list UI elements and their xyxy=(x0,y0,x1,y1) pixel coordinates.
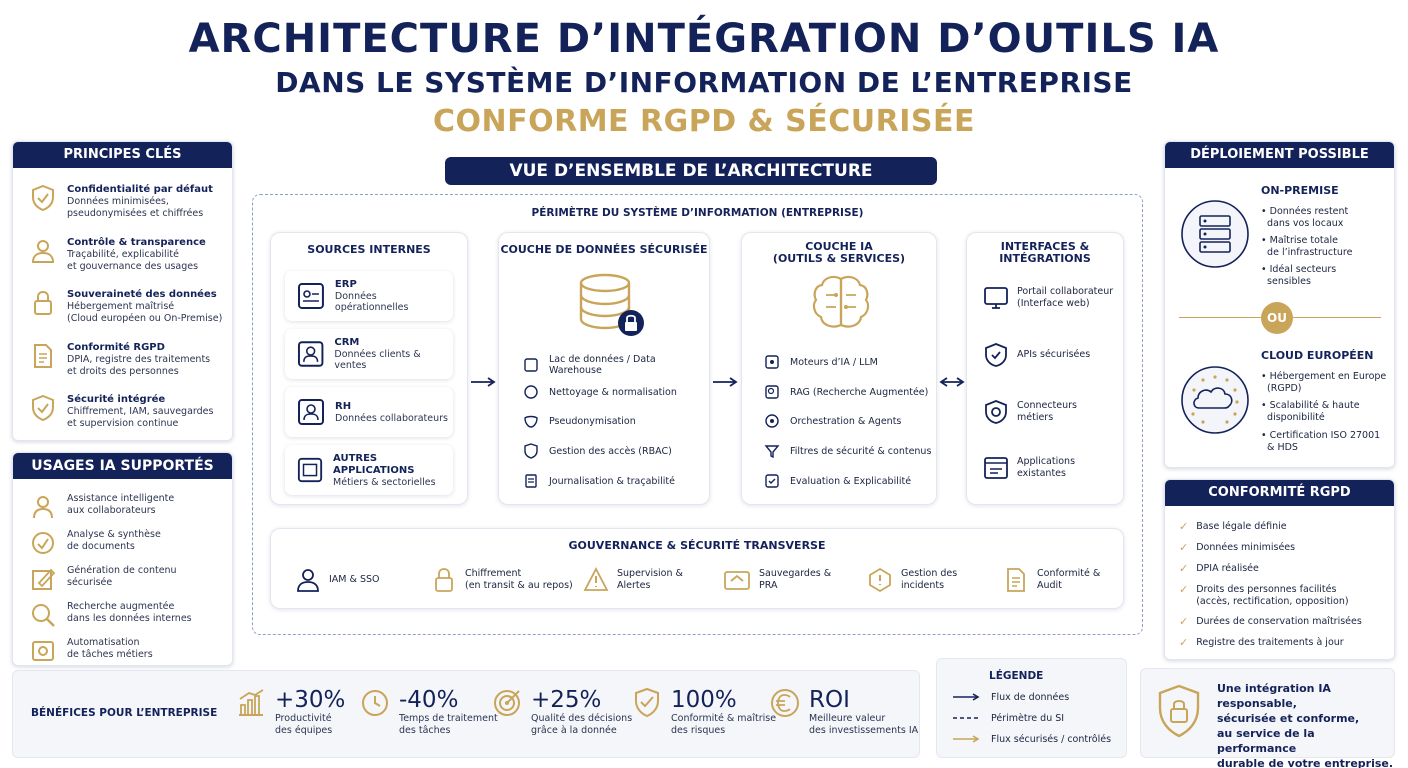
legend-label: Périmètre du SI xyxy=(991,713,1065,724)
or-badge: OU xyxy=(1261,302,1293,334)
benefits-label: BÉNÉFICES POUR L’ENTREPRISE xyxy=(31,707,218,719)
benefit-value: +25% xyxy=(531,687,602,713)
people-icon xyxy=(29,493,57,521)
benefit-value: 100% xyxy=(671,687,737,713)
cloud-europe-icon xyxy=(1179,364,1251,436)
usage-text: de documents xyxy=(67,540,135,552)
governance-box xyxy=(270,528,1124,609)
rgpd-item xyxy=(1179,584,1349,608)
database-lock-icon xyxy=(575,271,647,339)
benefit-desc: des équipes xyxy=(275,724,333,736)
interface-label: existantes xyxy=(1017,468,1066,479)
governance-item xyxy=(583,567,683,593)
benefit-desc: des risques xyxy=(671,724,726,736)
legend-secure-flow-arrow xyxy=(951,734,981,744)
governance-label: Alertes xyxy=(617,580,651,591)
ai-layer-title: COUCHE IA xyxy=(805,240,873,253)
ai-layer-item xyxy=(764,473,911,489)
database-icon xyxy=(523,357,539,373)
usage-text: Automatisation xyxy=(67,637,140,648)
principle-desc: Chiffrement, IAM, sauvegardes xyxy=(67,406,214,417)
data-layer-item-label: Lac de données / Data Warehouse xyxy=(549,354,656,376)
ai-layer-item-label: Orchestration & Agents xyxy=(790,415,902,427)
principle-desc: et gouvernance des usages xyxy=(67,260,199,272)
document-icon xyxy=(29,342,57,370)
benefit-value: ROI xyxy=(809,687,850,713)
closing-panel xyxy=(1140,668,1395,768)
shield-check-icon xyxy=(29,184,57,212)
engine-icon xyxy=(764,354,780,370)
rgpd-item-label: Registre des traitements à jour xyxy=(1196,637,1344,648)
hr-icon xyxy=(297,398,325,426)
benefit-desc: Meilleure valeur xyxy=(809,713,886,724)
data-layer-item xyxy=(523,354,709,376)
ai-layer-item-label: Moteurs d’IA / LLM xyxy=(790,356,878,368)
governance-label: Chiffrement xyxy=(465,568,522,579)
principle-title: Contrôle & transparence xyxy=(67,237,206,248)
deployment-panel xyxy=(1164,141,1395,468)
governance-label: Sauvegardes & xyxy=(759,568,832,579)
automation-icon xyxy=(29,637,57,665)
usage-text: de tâches métiers xyxy=(67,648,153,660)
usage-text: dans les données internes xyxy=(67,612,192,624)
chart-up-icon xyxy=(235,687,267,719)
clock-icon xyxy=(359,687,391,719)
user-icon xyxy=(29,237,57,265)
ai-layer-item-label: RAG (Recherche Augmentée) xyxy=(790,386,929,398)
rgpd-item xyxy=(1179,563,1259,575)
source-card xyxy=(285,387,453,437)
benefit-desc: Qualité des décisions xyxy=(531,713,633,724)
user-icon xyxy=(295,567,321,593)
source-name: ERP xyxy=(334,279,357,290)
rgpd-item-label: (accès, rectification, opposition) xyxy=(1196,596,1349,607)
data-layer-item-label: Nettoyage & normalisation xyxy=(549,386,677,398)
log-icon xyxy=(523,473,539,489)
legend-panel xyxy=(936,658,1127,758)
benefit-item xyxy=(235,687,345,736)
principle-title: Conformité RGPD xyxy=(67,342,165,353)
filter-icon xyxy=(764,443,780,459)
usage-text: sécurisée xyxy=(67,576,113,588)
cloud-bullet: • Hébergement en Europe (RGPD) xyxy=(1261,371,1387,394)
usage-item xyxy=(29,493,174,521)
data-layer-item xyxy=(523,413,636,429)
principle-title: Souveraineté des données xyxy=(67,289,217,300)
principle-desc: DPIA, registre des traitements xyxy=(67,354,211,365)
legend-label: Flux sécurisés / contrôlés xyxy=(991,734,1112,745)
principle-desc: Données minimisées, xyxy=(67,196,169,207)
sources-title: SOURCES INTERNES xyxy=(307,243,431,256)
governance-title: GOUVERNANCE & SÉCURITÉ TRANSVERSE xyxy=(568,539,826,552)
check-icon: ✓ xyxy=(1179,541,1189,554)
apps-icon xyxy=(297,456,323,484)
governance-item xyxy=(295,567,379,593)
principles-panel xyxy=(12,141,233,441)
interface-item xyxy=(983,285,1113,311)
rgpd-item-label: Droits des personnes facilités xyxy=(1196,584,1337,595)
source-desc: Données clients & ventes xyxy=(334,349,421,371)
incident-icon xyxy=(867,567,893,593)
data-layer-item xyxy=(523,384,677,400)
ai-layer-item xyxy=(764,443,931,459)
data-layer-item xyxy=(523,443,672,459)
rgpd-item xyxy=(1179,521,1287,533)
governance-item xyxy=(723,567,831,593)
principle-desc: (Cloud européen ou On-Premise) xyxy=(67,312,223,324)
benefit-desc: Conformité & maîtrise xyxy=(671,713,777,724)
rag-icon xyxy=(764,384,780,400)
onprem-bullet: • Données restent dans vos locaux xyxy=(1261,206,1349,229)
rgpd-item-label: Durées de conservation maîtrisées xyxy=(1196,616,1362,627)
rgpd-item xyxy=(1179,616,1362,628)
ai-layer-item-label: Evaluation & Explicabilité xyxy=(790,475,912,487)
data-layer-box xyxy=(498,232,710,505)
interface-item xyxy=(983,342,1090,368)
check-icon: ✓ xyxy=(1179,583,1189,596)
ai-layer-item-label: Filtres de sécurité & contenus xyxy=(790,445,932,457)
app-window-icon xyxy=(983,455,1009,481)
interface-label: Connecteurs xyxy=(1017,400,1078,411)
governance-label: Audit xyxy=(1037,580,1062,591)
ai-layer-item xyxy=(764,354,878,370)
legend-title: LÉGENDE xyxy=(989,670,1044,682)
benefit-desc: Productivité xyxy=(275,713,332,724)
analysis-icon xyxy=(29,529,57,557)
principle-desc: pseudonymisées et chiffrées xyxy=(67,207,204,219)
usage-text: Assistance intelligente xyxy=(67,493,175,504)
usage-text: Recherche augmentée xyxy=(67,601,175,612)
benefits-bar xyxy=(12,670,920,758)
backup-icon xyxy=(723,567,751,593)
governance-label: (en transit & au repos) xyxy=(465,580,573,591)
source-desc: Données collaborateurs xyxy=(335,412,448,424)
interfaces-subtitle: INTÉGRATIONS xyxy=(999,252,1091,265)
benefit-value: +30% xyxy=(275,687,346,713)
flow-arrow xyxy=(469,375,497,389)
legend-perimeter-line xyxy=(951,713,981,723)
benefit-item xyxy=(359,687,498,736)
governance-item xyxy=(867,567,957,593)
edit-icon xyxy=(29,565,57,593)
benefit-desc: Temps de traitement xyxy=(399,713,498,724)
flow-arrow xyxy=(711,375,739,389)
ai-layer-box xyxy=(741,232,937,505)
benefit-item xyxy=(631,687,776,736)
data-layer-title: COUCHE DE DONNÉES SÉCURISÉE xyxy=(500,243,708,256)
orchestration-icon xyxy=(764,413,780,429)
check-icon: ✓ xyxy=(1179,562,1189,575)
mask-icon xyxy=(523,413,539,429)
euro-icon xyxy=(769,687,801,719)
governance-label: Conformité & xyxy=(1037,568,1101,579)
usages-header: USAGES IA SUPPORTÉS xyxy=(13,453,232,479)
source-card xyxy=(285,329,453,379)
check-icon: ✓ xyxy=(1179,636,1189,649)
usage-text: Analyse & synthèse xyxy=(67,529,161,540)
audit-icon xyxy=(1003,567,1029,593)
principle-desc: Traçabilité, explicabilité xyxy=(67,249,179,260)
benefit-value: -40% xyxy=(399,687,459,713)
rgpd-item-label: Données minimisées xyxy=(1196,542,1296,553)
access-icon xyxy=(523,443,539,459)
governance-label: Gestion des xyxy=(901,568,958,579)
interface-item xyxy=(983,399,1077,425)
source-name: CRM xyxy=(334,337,360,348)
principle-item xyxy=(29,289,222,324)
principle-desc: et droits des personnes xyxy=(67,365,179,377)
source-name: AUTRES APPLICATIONS xyxy=(333,452,415,476)
benefit-item xyxy=(769,687,918,736)
evaluation-icon xyxy=(764,473,780,489)
api-icon xyxy=(983,342,1009,368)
governance-label: PRA xyxy=(759,580,778,591)
sources-box xyxy=(270,232,468,505)
connector-icon xyxy=(983,399,1009,425)
governance-item xyxy=(1003,567,1100,593)
data-layer-item-label: Pseudonymisation xyxy=(549,415,636,427)
crm-icon xyxy=(297,340,324,368)
source-card xyxy=(285,445,453,495)
governance-label: Supervision & xyxy=(617,568,683,579)
interface-label: métiers xyxy=(1017,412,1054,423)
cloud-title: CLOUD EUROPÉEN xyxy=(1261,349,1374,362)
overview-header: VUE D’ENSEMBLE DE L’ARCHITECTURE xyxy=(445,157,937,185)
erp-icon xyxy=(297,282,325,310)
main-subtitle: DANS LE SYSTÈME D’INFORMATION DE L’ENTREPRISE xyxy=(275,66,1133,99)
governance-item xyxy=(431,567,573,593)
legend-label: Flux de données xyxy=(991,692,1070,703)
perimeter-label: PÉRIMÈTRE DU SYSTÈME D’INFORMATION (ENTREPRISE) xyxy=(531,207,864,219)
onprem-title: ON-PREMISE xyxy=(1261,184,1339,197)
principle-item xyxy=(29,237,206,272)
interfaces-box xyxy=(966,232,1124,505)
principles-header: PRINCIPES CLÉS xyxy=(13,142,232,168)
usage-text: Génération de contenu xyxy=(67,565,177,576)
governance-label: IAM & SSO xyxy=(329,574,380,585)
interface-label: APIs sécurisées xyxy=(1017,349,1091,360)
shield-lock-icon xyxy=(1155,683,1203,739)
usage-item xyxy=(29,565,177,593)
search-icon xyxy=(29,601,57,629)
onprem-bullet: • Idéal secteurs sensibles xyxy=(1261,264,1337,287)
cloud-bullet: • Certification ISO 27001 & HDS xyxy=(1261,430,1381,453)
main-tagline: CONFORME RGPD & SÉCURISÉE xyxy=(432,104,975,139)
onprem-bullet: • Maîtrise totale de l’infrastructure xyxy=(1261,235,1353,258)
lock-icon xyxy=(431,567,457,593)
shield-check-icon xyxy=(29,394,57,422)
governance-label: incidents xyxy=(901,580,945,591)
interface-label: (Interface web) xyxy=(1017,298,1090,309)
data-layer-item-label: Journalisation & traçabilité xyxy=(549,475,675,487)
ai-layer-item xyxy=(764,384,928,400)
benefit-item xyxy=(491,687,632,736)
rgpd-header: CONFORMITÉ RGPD xyxy=(1165,480,1394,506)
benefit-desc: grâce à la donnée xyxy=(531,724,617,736)
principle-desc: et supervision continue xyxy=(67,417,179,429)
main-title: ARCHITECTURE D’INTÉGRATION D’OUTILS IA xyxy=(188,16,1220,62)
principle-desc: Hébergement maîtrisé xyxy=(67,301,175,312)
source-name: RH xyxy=(335,400,352,412)
benefit-desc: des investissements IA xyxy=(809,724,919,736)
data-layer-item xyxy=(523,473,675,489)
usage-text: aux collaborateurs xyxy=(67,504,156,516)
principle-title: Confidentialité par défaut xyxy=(67,184,213,195)
interfaces-title: INTERFACES & xyxy=(1000,240,1090,253)
data-layer-item-label: Gestion des accès (RBAC) xyxy=(549,445,672,457)
alert-icon xyxy=(583,567,609,593)
interface-label: Applications xyxy=(1017,456,1076,467)
cleaning-icon xyxy=(523,384,539,400)
check-icon: ✓ xyxy=(1179,520,1189,533)
server-icon xyxy=(1179,198,1251,270)
interface-item xyxy=(983,455,1075,481)
target-icon xyxy=(491,687,523,719)
shield-check-icon xyxy=(631,687,663,719)
ai-layer-subtitle: (OUTILS & SERVICES) xyxy=(772,252,906,265)
cloud-bullet: • Scalabilité & haute disponibilité xyxy=(1261,400,1360,423)
principle-item xyxy=(29,342,210,377)
bidirectional-arrow xyxy=(938,375,966,389)
closing-text: Une intégration IA responsable, sécurisée et conforme, au service de la performance durable de votre entreprise. xyxy=(1217,682,1394,768)
usage-item xyxy=(29,601,192,629)
usage-item xyxy=(29,637,153,665)
brain-icon xyxy=(810,273,872,333)
source-card xyxy=(285,271,453,321)
lock-icon xyxy=(29,289,57,317)
rgpd-item-label: DPIA réalisée xyxy=(1196,563,1259,574)
rgpd-panel xyxy=(1164,479,1395,660)
rgpd-item xyxy=(1179,637,1344,649)
rgpd-item xyxy=(1179,542,1295,554)
ai-layer-item xyxy=(764,413,901,429)
principle-title: Sécurité intégrée xyxy=(67,394,166,405)
usages-panel xyxy=(12,452,233,666)
deployment-header: DÉPLOIEMENT POSSIBLE xyxy=(1165,142,1394,168)
check-icon: ✓ xyxy=(1179,615,1189,628)
legend-data-flow-arrow xyxy=(951,692,981,702)
benefit-desc: des tâches xyxy=(399,724,451,736)
source-desc: Métiers & sectorielles xyxy=(333,476,436,488)
interface-label: Portail collaborateur xyxy=(1017,286,1114,297)
portal-icon xyxy=(983,285,1009,311)
source-desc: Données opérationnelles xyxy=(334,291,409,313)
usage-item xyxy=(29,529,161,557)
principle-item xyxy=(29,184,213,219)
principle-item xyxy=(29,394,213,429)
rgpd-item-label: Base légale définie xyxy=(1196,521,1287,532)
